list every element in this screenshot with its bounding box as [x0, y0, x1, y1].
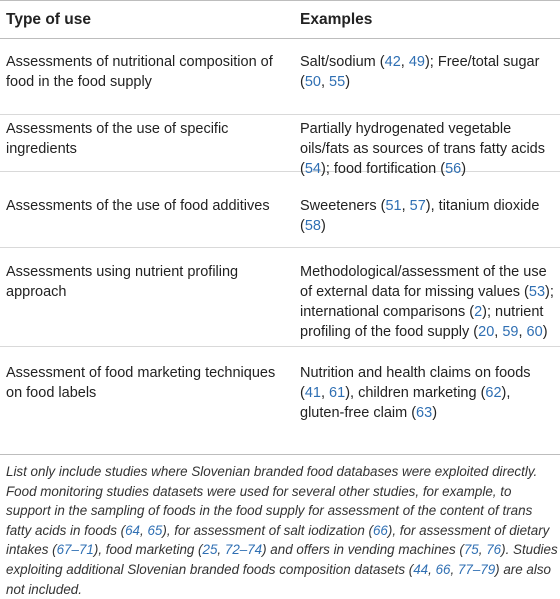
citation-link[interactable]: 50 [304, 74, 321, 90]
text-segment: ); Free/total sugar ( [300, 54, 540, 90]
table-row-examples [300, 119, 556, 179]
citation-link[interactable]: 60 [526, 324, 543, 340]
text-segment: , [320, 74, 330, 90]
header-bottom-rule [0, 38, 560, 39]
text-segment: ); nutrient profiling of the food supply ( [300, 304, 544, 340]
citation-link[interactable]: 20 [478, 324, 495, 340]
text-segment: Methodological/assessment of the use of external data for missing values ( [300, 264, 547, 300]
text-segment: , [478, 542, 487, 558]
table-row-examples [300, 196, 556, 236]
text-segment: ), for assessment of dietary intakes ( [6, 522, 550, 558]
citation-link[interactable]: 67–71 [56, 542, 94, 558]
header-examples: Examples [300, 11, 373, 28]
text-segment: , [428, 561, 436, 577]
citation-link[interactable]: 57 [409, 198, 426, 214]
text-segment: ); international comparisons ( [300, 284, 554, 320]
text-segment: ), titanium dioxide ( [300, 198, 540, 234]
text-segment: ) [320, 218, 326, 234]
text-segment: ), for assessment of salt iodization ( [162, 522, 373, 538]
text-segment: , [320, 385, 330, 401]
table-row-examples [300, 363, 556, 423]
text-segment: , [494, 324, 503, 340]
citation-link[interactable]: 72–74 [224, 542, 263, 558]
table-footnote [6, 462, 558, 599]
citation-link[interactable]: 56 [445, 161, 462, 177]
text-segment: ) [542, 324, 548, 340]
text-segment: ) and offers in vending machines ( [262, 542, 464, 558]
text-segment: ). Studies exploiting additional Slovenian branded foods composition datasets ( [6, 542, 558, 577]
table-row-type: Assessments of nutritional composition of food in the food supply [6, 54, 273, 90]
header-type-of-use: Type of use [6, 11, 91, 28]
text-segment: , [401, 198, 410, 214]
citation-link[interactable]: 49 [408, 54, 425, 70]
text-segment: Sweeteners ( [300, 198, 386, 214]
row-separator [0, 346, 560, 347]
table-row-type: Assessment of food marketing techniques on food labels [6, 365, 276, 401]
text-segment: Salt/sodium ( [300, 54, 385, 70]
citation-link[interactable]: 55 [329, 74, 346, 90]
citation-link[interactable]: 58 [304, 218, 321, 234]
text-segment: , [518, 324, 527, 340]
row-separator [0, 247, 560, 248]
text-segment: , [400, 54, 409, 70]
citation-link[interactable]: 53 [528, 284, 546, 300]
text-segment: ), children marketing ( [345, 385, 486, 401]
table-row-examples [300, 262, 556, 342]
text-segment: ), gluten-free claim ( [300, 385, 511, 421]
text-segment: ) are also not included. [6, 561, 551, 597]
text-segment: , [140, 522, 148, 538]
citation-link[interactable]: 63 [416, 405, 433, 421]
text-segment: , [217, 542, 225, 558]
citation-link[interactable]: 65 [147, 522, 163, 538]
text-segment: Partially hydrogenated vegetable oils/fats as sources of trans fatty acids ( [300, 121, 545, 177]
citation-link[interactable]: 76 [486, 542, 502, 558]
text-segment: , [450, 561, 458, 577]
citation-link[interactable]: 2 [474, 304, 483, 320]
text-segment: ) [432, 405, 438, 421]
row-separator [0, 114, 560, 115]
table-bottom-rule [0, 454, 560, 455]
citation-link[interactable]: 66 [435, 561, 451, 577]
citation-link[interactable]: 59 [502, 324, 519, 340]
citation-link[interactable]: 51 [385, 198, 402, 214]
text-segment: ) [345, 74, 351, 90]
citation-link[interactable]: 61 [329, 385, 346, 401]
citation-link[interactable]: 25 [202, 542, 218, 558]
table-row-type: Assessments of the use of food additives [6, 198, 270, 214]
table-row-type: Assessments using nutrient profiling approach [6, 264, 239, 300]
text-segment: ); food fortification ( [320, 161, 446, 177]
text-segment: ), food marketing ( [93, 542, 203, 558]
citation-link[interactable]: 62 [485, 385, 502, 401]
citation-link[interactable]: 64 [125, 522, 140, 538]
table-row-type: Assessments of the use of specific ingredients [6, 121, 229, 157]
text-segment: List only include studies where Slovenian branded food databases were exploited directly. Food monitoring studies datasets were used for several other studies, for example, to support in the sampling of foods in the food supply for assessment of the content of trans fatty acids in foods ( [6, 464, 538, 538]
text-segment: Nutrition and health claims on foods ( [300, 365, 531, 401]
table-row-examples [300, 52, 556, 92]
table-top-rule [0, 0, 560, 1]
citation-link[interactable]: 77–79 [457, 561, 496, 577]
citation-link[interactable]: 75 [463, 542, 479, 558]
citation-link[interactable]: 44 [413, 561, 429, 577]
citation-link[interactable]: 41 [304, 385, 321, 401]
citation-link[interactable]: 66 [372, 522, 388, 538]
text-segment: ) [461, 161, 467, 177]
citation-link[interactable]: 42 [384, 54, 401, 70]
citation-link[interactable]: 54 [304, 161, 321, 177]
